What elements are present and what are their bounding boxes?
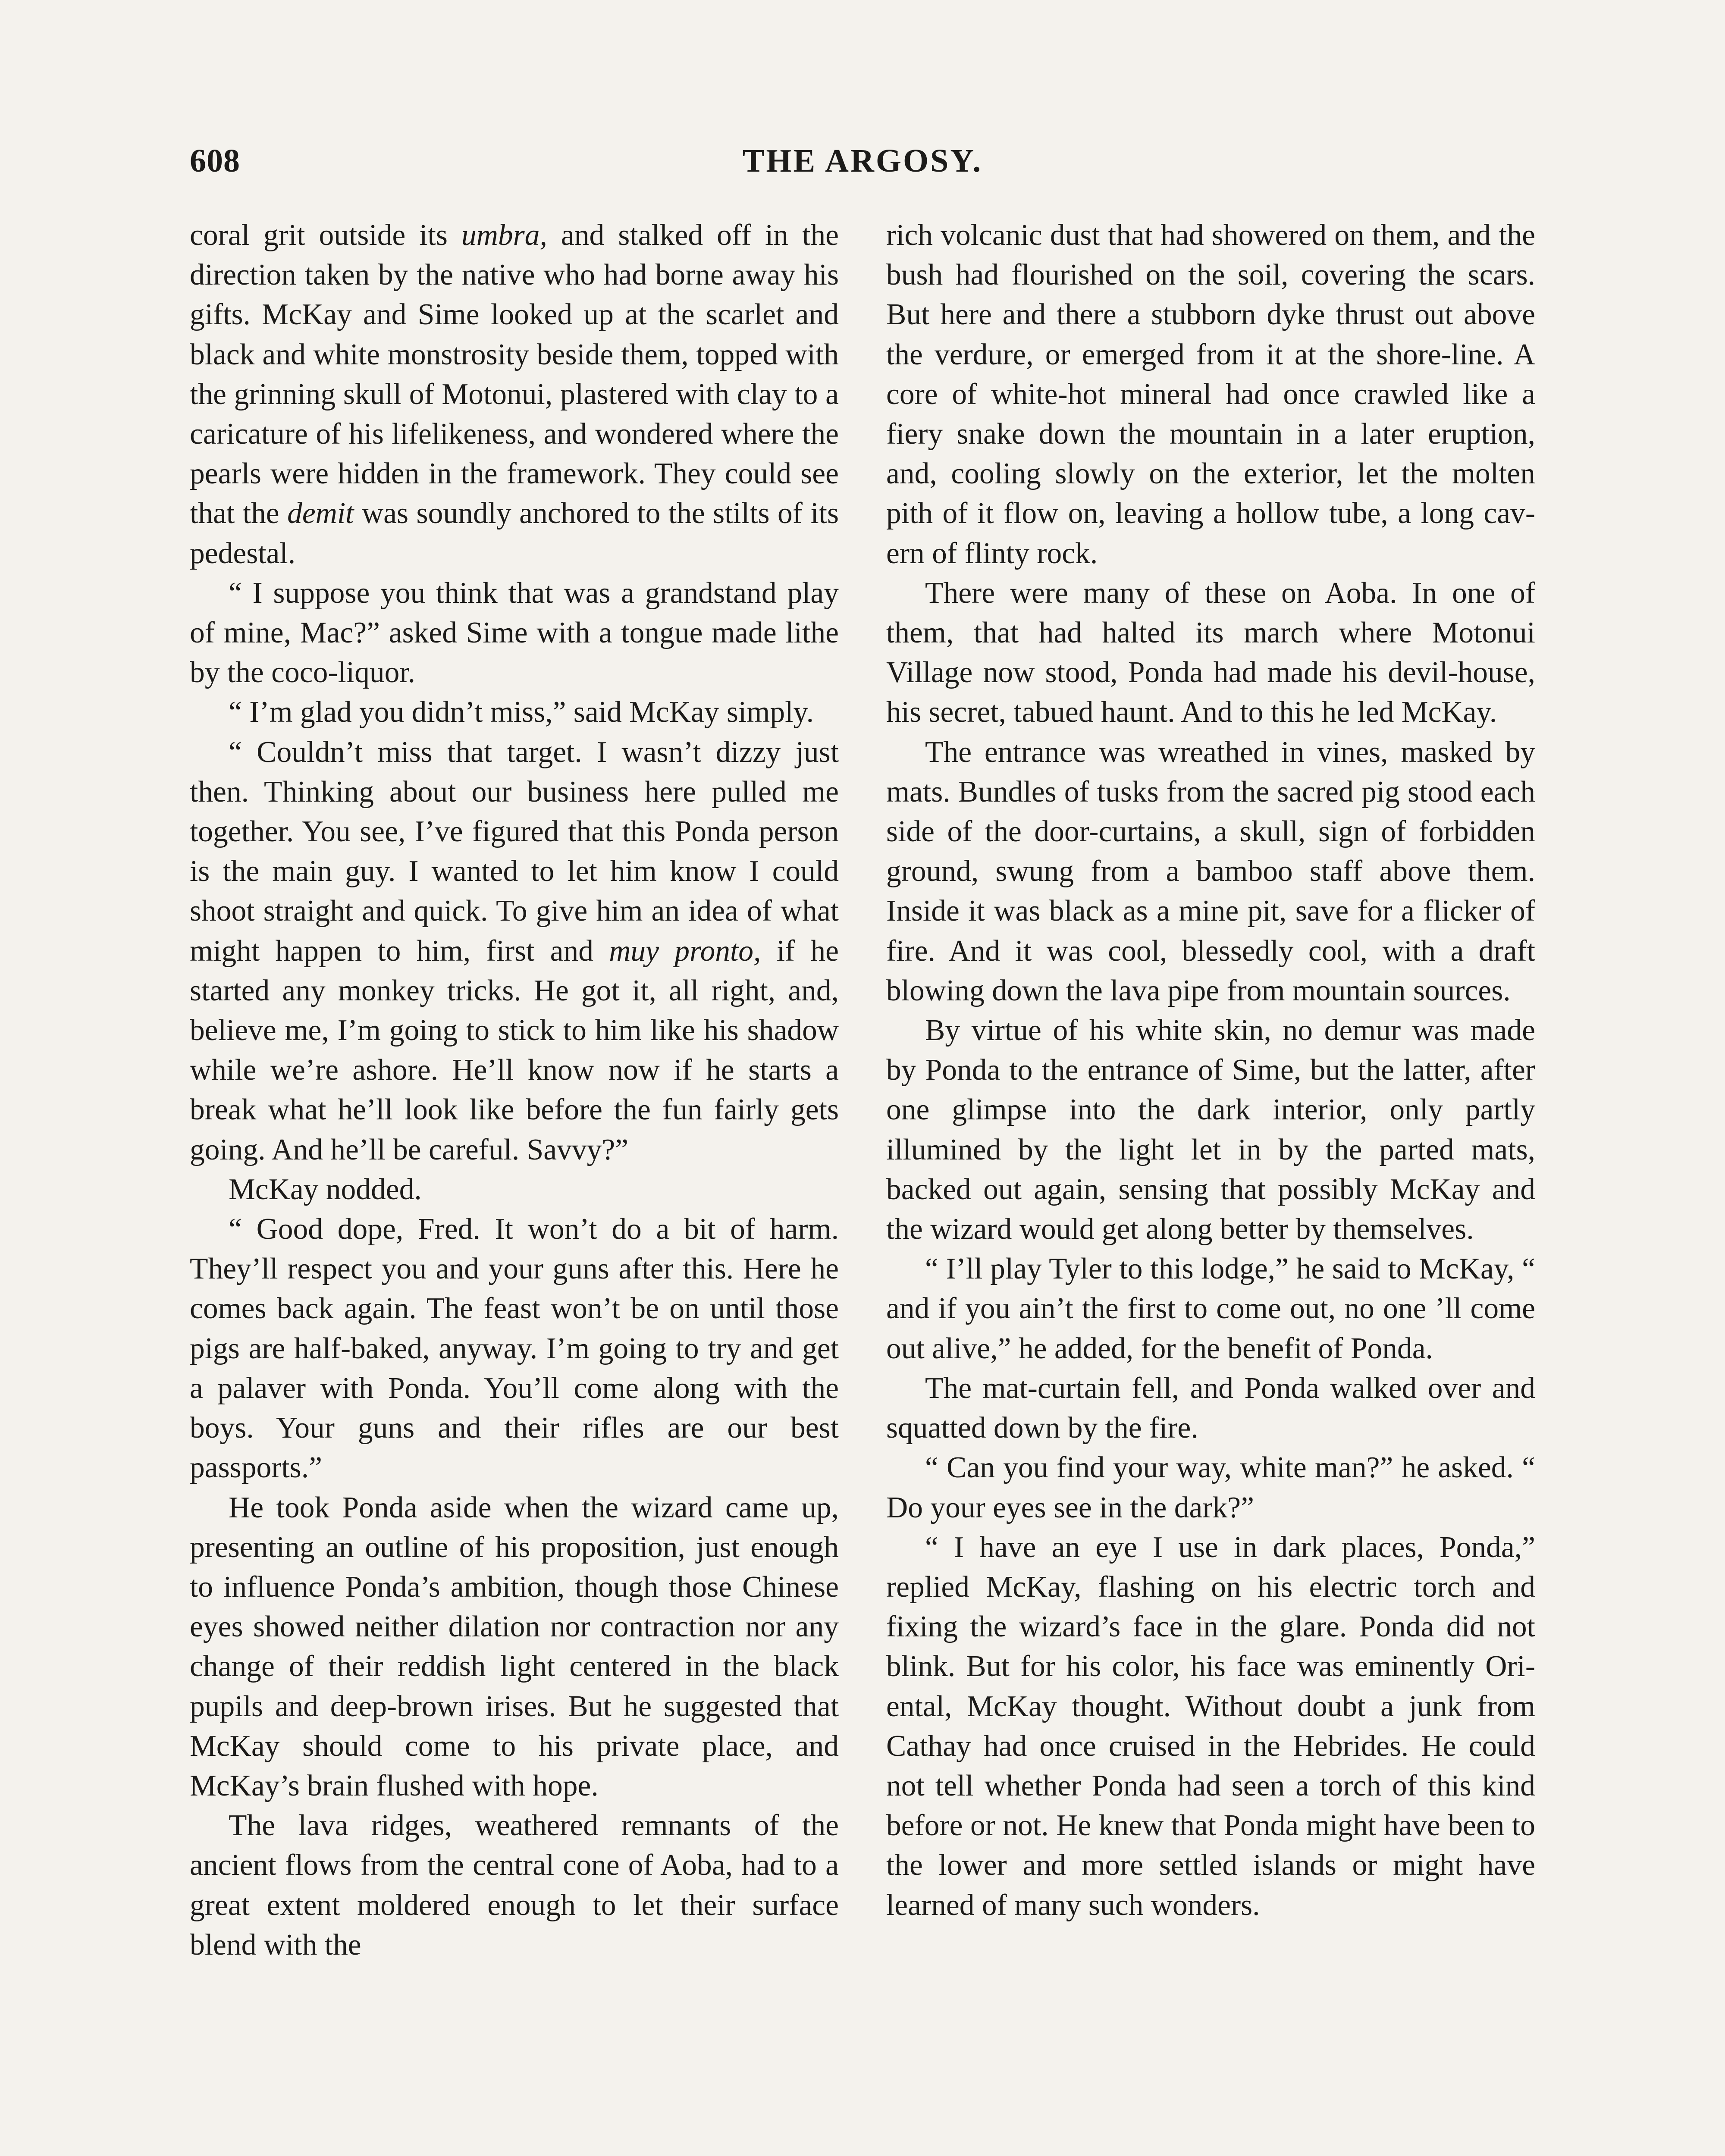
paragraph: “ I have an eye I use in dark places, Ponda,” replied McKay, flashing on his electric torch and fixing the wizard’s face in the glare. Ponda did not blink. But for his color, his face was eminently Oriental, McKay thought. Without doubt a junk from Cathay had once cruised in the Hebrides. He could not tell whether Ponda had seen a torch of this kind before or not. He knew that Ponda might have been to the lower and more settled islands or might have learned of many such wonders. <box>886 1530 1535 1922</box>
left-column <box>190 216 839 1965</box>
running-head: THE ARGOSY. <box>742 143 983 179</box>
text-run: if he started any monkey tricks. He got it, all right, and, believe me, I’m going to stick to him like his shadow while we’re ashore. He’ll know now if he starts a break what he’ll look like before the fun fairly gets going. And he’ll be careful. Savvy?” <box>190 934 839 1166</box>
text-run: coral grit outside its <box>190 219 461 252</box>
italic-text: muy pronto, <box>609 934 761 968</box>
paragraph: “ Can you find your way, white man?” he asked. “ Do your eyes see in the dark?” <box>886 1451 1535 1524</box>
italic-text: demit <box>287 497 354 530</box>
text-run: was soundly anchored to the stilts of its pedestal. <box>190 497 839 570</box>
paragraph <box>190 733 839 1170</box>
paragraph: “ I’m glad you didn’t miss,” said McKay simply. <box>229 696 814 729</box>
right-column <box>886 216 1535 1925</box>
page-number: 608 <box>190 143 240 179</box>
paragraph: There were many of these on Aoba. In one of them, that had halted its march where Motonui Village now stood, Ponda had made his devil-house, his secret, tabued haunt. And to this he led McKay. <box>886 576 1535 729</box>
paragraph: By virtue of his white skin, no demur was made by Ponda to the entrance of Sime, but the latter, after one glimpse into the dark interior, only partly illumined by the light let in by the parted mats, backed out again, sensing that possibly McKay and the wizard would get along better by themselves. <box>886 1014 1535 1246</box>
paragraph: The lava ridges, weathered remnants of the ancient flows from the central cone of Aoba, had to a great extent moldered enough to let their surface blend with the <box>190 1809 839 1962</box>
paragraph: The mat-curtain fell, and Ponda walked over and squatted down by the fire. <box>886 1371 1535 1445</box>
paragraph: The entrance was wreathed in vines, masked by mats. Bundles of tusks from the sacred pig stood each side of the door-curtains, a skull, sign of forbidden ground, swung from a bamboo staff above them. Inside it was black as a mine pit, save for a flicker of fire. And it was cool, blessedly cool, with a draft blowing down the lava pipe from mountain sources. <box>886 735 1535 1007</box>
paragraph: “ I’ll play Tyler to this lodge,” he said to McKay, “ and if you ain’t the first to come out, no one ’ll come out alive,” he added, for the benefit of Ponda. <box>886 1252 1535 1365</box>
paragraph: rich volcanic dust that had showered on them, and the bush had flourished on the soil, covering the scars. But here and there a stubborn dyke thrust out above the verdure, or emerged from it at the shore-line. A core of white-hot mineral had once crawled like a fiery snake down the mountain in a later eruption, and, cooling slowly on the exterior, let the molten pith of it flow on, leaving a hollow tube, a long cavern of flinty rock. <box>886 219 1535 570</box>
text-run: and stalked off in the direction taken by the native who had borne away his gifts. McKay and Sime looked up at the scarlet and black and white monstrosity beside them, topped with the grinning skull of Motonui, plastered with clay to a caricature of his lifelikeness, and wondered where the pearls were hidden in the framework. They could see that the <box>190 219 839 530</box>
paragraph: “ I suppose you think that was a grandstand play of mine, Mac?” asked Sime with a tongue made lithe by the coco-liquor. <box>190 576 839 689</box>
paragraph <box>190 216 839 573</box>
italic-text: umbra, <box>461 219 547 252</box>
paragraph: McKay nodded. <box>229 1172 422 1206</box>
paragraph: “ Good dope, Fred. It won’t do a bit of harm. They’ll respect you and your guns after this. Here he comes back again. The feast won’t be on until those pigs are half-baked, anyway. I’m going to try and get a palaver with Ponda. You’ll come along with the boys. Your guns and their rifles are our best passports.” <box>190 1213 839 1485</box>
paragraph: He took Ponda aside when the wizard came up, presenting an outline of his proposition, just enough to influence Ponda’s ambition, though those Chinese eyes showed neither dilation nor contraction nor any change of their reddish light centered in the black pupils and deep-brown irises. But he suggested that McKay should come to his private place, and McKay’s brain flushed with hope. <box>190 1491 839 1802</box>
text-run: “ Couldn’t miss that target. I wasn’t dizzy just then. Thinking about our business here pulled me together. You see, I’ve figured that this Ponda person is the main guy. I wanted to let him know I could shoot straight and quick. To give him an idea of what might happen to him, first and <box>190 735 839 968</box>
